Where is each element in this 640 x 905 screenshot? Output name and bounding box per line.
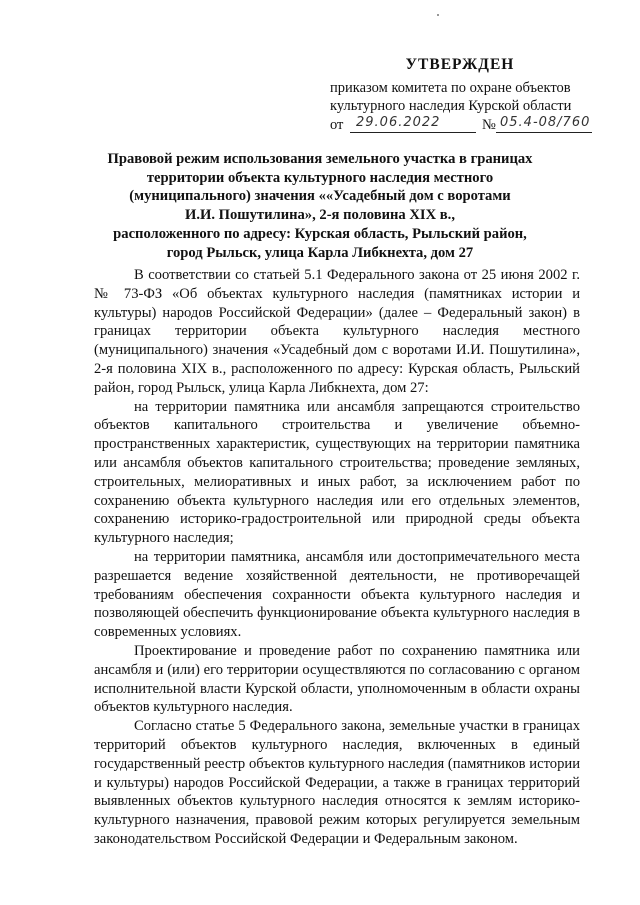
title-line-4: И.И. Пошутилина», 2-я половина XIX в., <box>185 207 455 224</box>
title-line-3: (муниципального) значения ««Усадебный дом с воротами <box>129 188 511 205</box>
handwritten-date: 29.06.2022 <box>356 114 441 130</box>
date-prefix: от <box>330 116 344 133</box>
title-line-6: город Рыльск, улица Карла Либкнехта, дом 27 <box>166 244 474 261</box>
paragraph-land-category: Согласно статье 5 Федерального закона, земельные участки в границах территорий объектов культурного наследия, включенных в единый государственный реестр объектов культурного наследия (памятников истории и культуры) народов Российской Федерации, а также в границах территорий выявленных объектов культурного наследия относятся к землям историко-культурного назначения, правовой режим которых регулируется земельным законодательством Российской Федерации и Федеральным законом. <box>94 718 580 847</box>
number-underline <box>496 132 592 133</box>
handwritten-number: 05.4-08/760 <box>500 114 591 130</box>
document-title <box>80 150 560 262</box>
document-body <box>94 266 580 849</box>
approval-block <box>330 56 600 136</box>
title-line-1: Правовой режим использования земельного участка в границах <box>107 151 533 167</box>
title-line-5: расположенного по адресу: Курская область, Рыльский район, <box>113 225 527 242</box>
date-underline <box>350 132 476 133</box>
approval-heading: УТВЕРЖДЕН <box>405 56 515 73</box>
paragraph-design-approval: Проектирование и проведение работ по сохранению памятника или ансамбля и (или) его территории осуществляются по согласованию с органом исполнительной власти Курской области, уполномоченным в области охраны объектов культурного наследия. <box>94 642 580 716</box>
number-prefix: № <box>482 116 496 133</box>
approval-line-2: культурного наследия Курской области <box>330 98 572 114</box>
order-date-number-line <box>330 116 600 136</box>
paragraph-permitted-activity: на территории памятника, ансамбля или достопримечательного места разрешается ведение хозяйственной деятельности, не противоречащей требованиям обеспечения сохранности объекта культурного наследия и позволяющей обеспечить функционирование объекта культурного наследия в современных условиях. <box>94 548 580 641</box>
scan-speck <box>437 14 439 16</box>
paragraph-intro: В соответствии со статьей 5.1 Федерального закона от 25 июня 2002 г. № 73-ФЗ «Об объектах культурного наследия (памятниках истории и культуры) народов Российской Федерации» (далее – Федеральный закон) в границах территории объекта культурного наследия местного (муниципального) значения «Усадебный дом с воротами И.И. Пошутилина», 2-я половина XIX в., расположенного по адресу: Курская область, Рыльский район, город Рыльск, улица Карла Либкнехта, дом 27: <box>94 267 580 396</box>
approval-line-1: приказом комитета по охране объектов <box>330 79 571 96</box>
title-line-2: территории объекта культурного наследия местного <box>146 169 494 186</box>
paragraph-prohibitions: на территории памятника или ансамбля запрещаются строительство объектов капитального строительства и увеличение объемно-пространственных характеристик, существующих на территории памятника или ансамбля объектов капитального строительства; проведение земляных, строительных, мелиоративных и иных работ, за исключением работ по сохранению объекта культурного наследия или его отдельных элементов, сохранению историко-градостроительной или природной среды объекта культурного наследия; <box>94 398 580 547</box>
